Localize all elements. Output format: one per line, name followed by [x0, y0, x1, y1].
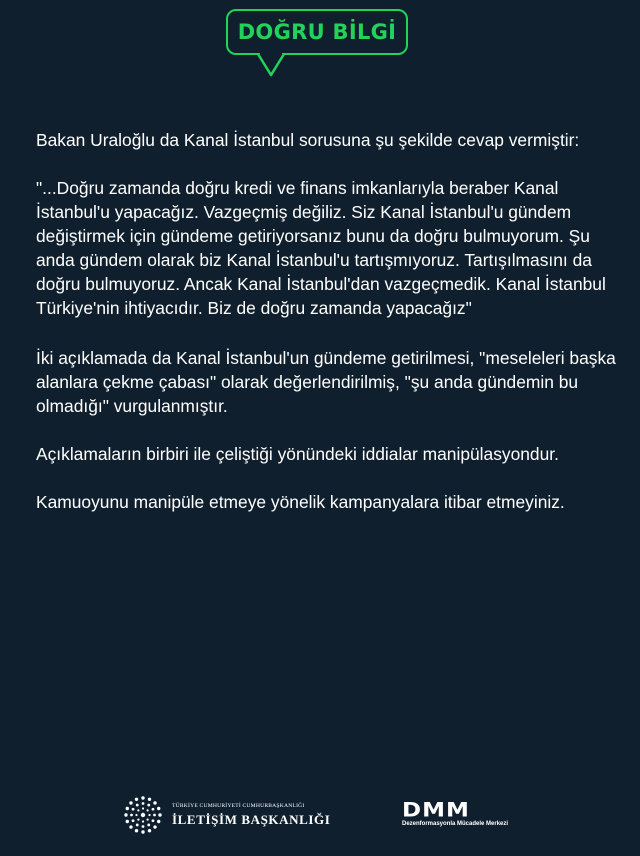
article-body	[36, 128, 616, 538]
logo-subtitle: TÜRKİYE CUMHURİYETİ CUMHURBAŞKANLIĞI	[172, 802, 305, 809]
dmm-logo	[402, 799, 509, 827]
quote-paragraph: "...Doğru zamanda doğru kredi ve finans imkanlarıyla beraber Kanal İstanbul'u yapacağız. Vazgeçmiş değiliz. Siz Kanal İstanbul'u gündem değiştirmek için gündeme getiriyorsanız bunu da doğru bulmuyorum. Şu anda gündem olarak biz Kanal İstanbul'u tartışmıyoruz. Tartışılmasını da doğru bulmuyoruz. Ancak Kanal İstanbul'dan vazgeçmedik. Kanal İstanbul Türkiye'nin ihtiyacıdır. Biz de doğru zamanda yapacağız"	[36, 178, 606, 318]
badge-label: DOĞRU BİLGİ	[226, 9, 408, 55]
dmm-mark: DMM	[402, 799, 470, 822]
dogru-bilgi-badge	[226, 9, 412, 77]
star-emblem-icon	[124, 796, 162, 834]
iletisim-baskanligi-logo	[124, 796, 330, 834]
conclusion-paragraph: Açıklamaların birbiri ile çeliştiği yönündeki iddialar manipülasyondur.	[36, 444, 559, 464]
intro-paragraph: Bakan Uraloğlu da Kanal İstanbul sorusuna şu şekilde cevap vermiştir:	[36, 130, 580, 150]
speech-bubble-tail-icon	[256, 53, 286, 79]
warning-paragraph: Kamuoyunu manipüle etmeye yönelik kampanyalara itibar etmeyiniz.	[36, 492, 565, 512]
analysis-paragraph: İki açıklamada da Kanal İstanbul'un gündeme getirilmesi, "meseleleri başka alanlara çekme çabası" olarak değerlendirilmiş, "şu anda gündemin bu olmadığı" vurgulanmıştır.	[36, 348, 616, 416]
logo-title: İLETİŞİM BAŞKANLIĞI	[172, 811, 331, 827]
dmm-subtitle: Dezenformasyonla Mücadele Merkezi	[402, 821, 509, 827]
footer	[0, 790, 640, 850]
